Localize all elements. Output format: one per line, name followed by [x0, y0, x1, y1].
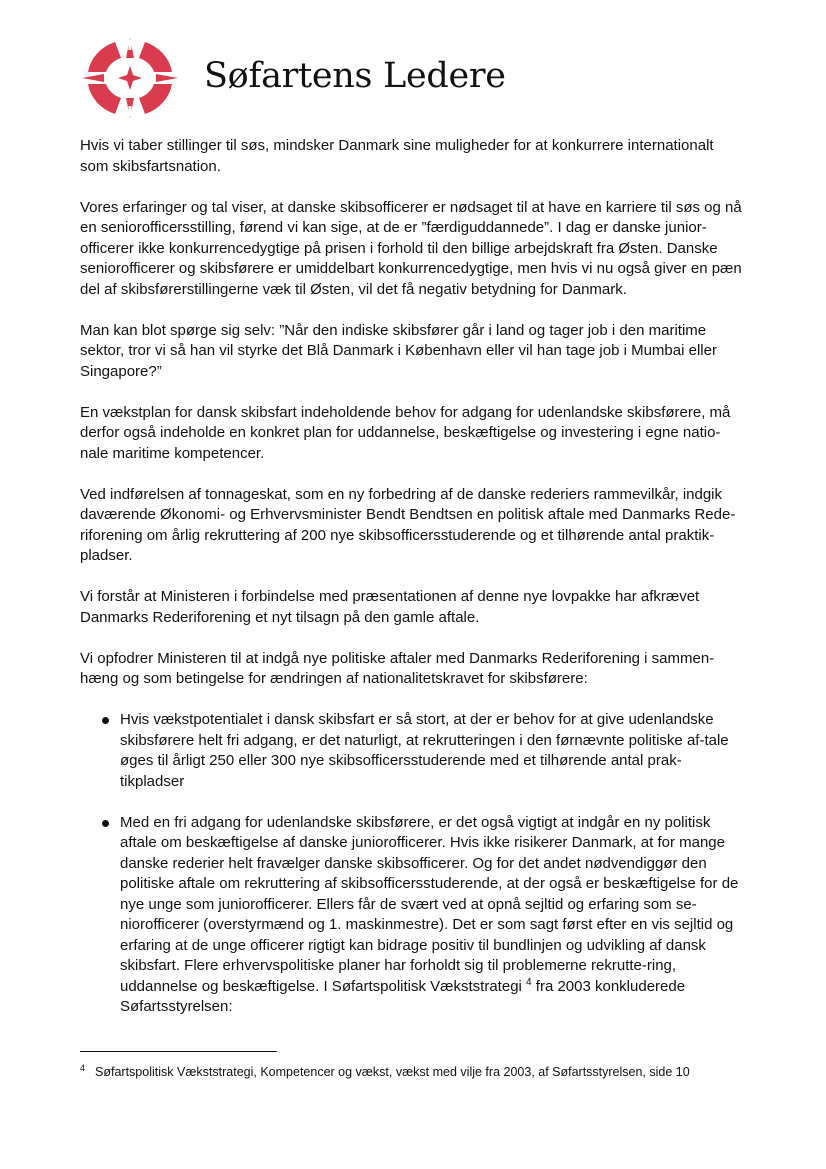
- letterhead: [82, 38, 742, 118]
- paragraph: Hvis vi taber stillinger til søs, mindsker Danmark sine muligheder for at konkurrere internationalt som skibsfartsnation.: [80, 137, 714, 175]
- bullet-item: [80, 813, 745, 1018]
- footnote-reference[interactable]: 4: [526, 976, 532, 988]
- paragraph: Vores erfaringer og tal viser, at danske skibsofficerer er nødsaget til at have en karriere til søs og nå en seniorofficersstilling, førend vi kan sige, at de er ”færdiguddannede”. I dag er danske junior-officerer ikke konkurrencedygtige på prisen i forhold til den billige arbejdskraft fra Østen. Danske seniorofficerer og skibsførere er umiddelbart konkurrencedygtige, men hvis vi nu også giver en pæn del af skibsførerstillingerne væk til Østen, vil det få negativ betydning for Danmark.: [80, 198, 742, 298]
- letter-body: [80, 136, 745, 1038]
- paragraph: En vækstplan for dansk skibsfart indeholdende behov for adgang for udenlandske skibsførere, må derfor også indeholde en konkret plan for uddannelse, beskæftigelse og investering i egne natio-nale maritime kompetencer.: [80, 403, 731, 462]
- paragraph: Man kan blot spørge sig selv: ”Når den indiske skibsfører går i land og tager job i den maritime sektor, tror vi så han vil styrke det Blå Danmark i København eller vil han tage job i Mumbai eller Singapore?”: [80, 321, 717, 380]
- bullet-item: [80, 710, 745, 792]
- bullet-text-continued: fra 2003 konkluderede Søfartsstyrelsen:: [120, 977, 686, 1015]
- footnote-text: Søfartspolitisk Vækststrategi, Kompetencer og vækst, vækst med vilje fra 2003, af Søfartsstyrelsen, side 10: [95, 1065, 690, 1079]
- bullet-icon: [102, 717, 109, 724]
- bullet-text: Med en fri adgang for udenlandske skibsførere, er det også vigtigt at indgår en ny politisk aftale om beskæftigelse af danske juniorofficerer. Hvis ikke risikerer Danmark, at for mange danske rederier helt fravælger danske skibsofficerer. Og for det andet nødvendiggør den politiske aftale om rekruttering af skibsofficersstuderende, at der også er beskæftigelse for de nye unge som juniorofficerer. Ellers får de svært ved at opnå sejltid og erfaring som se-niorofficerer (overstyrmænd og 1. maskinmestre). Det er som sagt først efter en vis sejltid og erfaring at de unge officerer rigtigt kan bidrage positiv til bundlinjen og udvikling af dansk skibsfart. Flere erhvervspolitiske planer har forholdt sig til problemerne rekrutte-ring, uddannelse og beskæftigelse. I Søfartspolitisk Vækststrategi: [120, 813, 739, 995]
- footnote: [80, 1060, 760, 1080]
- paragraph: Vi opfodrer Ministeren til at indgå nye politiske aftaler med Danmarks Rederiforening i sammen-hæng og som betingelse for ændringen af nationalitetskravet for skibsførere:: [80, 649, 715, 687]
- organization-name: Søfartens Ledere: [204, 56, 506, 96]
- bullet-text: Hvis vækstpotentialet i dansk skibsfart er så stort, at der er behov for at give udenlandske skibsførere helt fri adgang, er det naturligt, at rekrutteringen i den førnævnte politiske af-tale øges til årligt 250 eller 300 nye skibsofficersstuderende med et tilhørende antal prak-tikpladser: [120, 711, 729, 790]
- bullet-icon: [102, 820, 109, 827]
- bullet-list: [80, 710, 745, 1018]
- paragraph: Ved indførelsen af tonnageskat, som en ny forbedring af de danske rederiers rammevilkår, indgik daværende Økonomi- og Erhvervsminister Bendt Bendtsen en politisk aftale med Danmarks Rede-riforening om årlig rekruttering af 200 nye skibsofficersstuderende og et tilhørende antal praktik-pladser.: [80, 485, 736, 564]
- footnote-number: 4: [80, 1063, 86, 1073]
- footnote-separator: [80, 1051, 277, 1052]
- paragraph: Vi forstår at Ministeren i forbindelse med præsentationen af denne nye lovpakke har afkrævet Danmarks Rederiforening et nyt tilsagn på den gamle aftale.: [80, 588, 700, 626]
- compass-rose-logo-icon: [82, 38, 178, 118]
